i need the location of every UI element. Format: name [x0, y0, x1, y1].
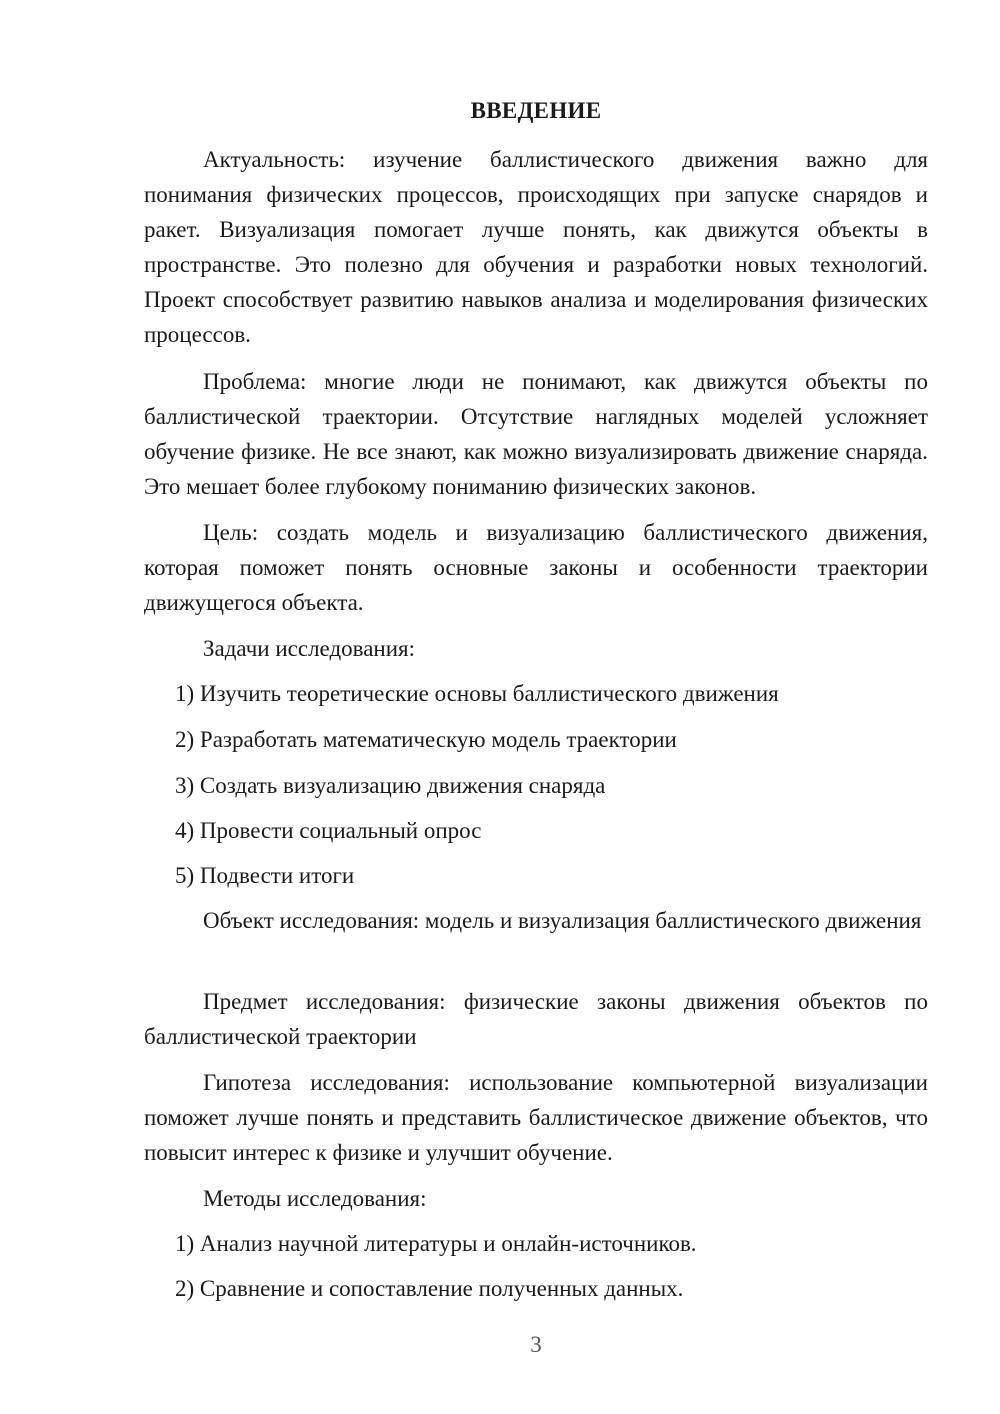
method-item: 2) Сравнение и сопоставление полученных данных.: [175, 1276, 684, 1301]
task-item: 4) Провести социальный опрос: [175, 818, 482, 843]
task-item: 3) Создать визуализацию движения снаряда: [175, 773, 606, 798]
task-item: 2) Разработать математическую модель траектории: [175, 727, 677, 752]
tasks-title: Задачи исследования:: [203, 636, 416, 661]
goal-paragraph: Цель: создать модель и визуализацию баллистического движения, которая поможет понять основные законы и особенности траектории движущегося объекта.: [144, 520, 928, 615]
task-item: 5) Подвести итоги: [175, 863, 355, 888]
methods-title: Методы исследования:: [203, 1186, 427, 1211]
subject-paragraph: Предмет исследования: физические законы движения объектов по баллистической траектории: [144, 989, 928, 1049]
method-item: 1) Анализ научной литературы и онлайн-источников.: [175, 1231, 697, 1256]
task-item: 1) Изучить теоретические основы баллистического движения: [175, 681, 779, 706]
problem-paragraph: Проблема: многие люди не понимают, как движутся объекты по баллистической траектории. Отсутствие наглядных моделей усложняет обучение физике. Не все знают, как можно визуализировать движение снаряда. Это мешает более глубокому пониманию физических законов.: [144, 369, 928, 499]
hypothesis-paragraph: Гипотеза исследования: использование компьютерной визуализации поможет лучше понять и представить баллистическое движение объектов, что повысит интерес к физике и улучшит обучение.: [144, 1070, 928, 1165]
page-number: 3: [530, 1332, 542, 1357]
object-paragraph: Объект исследования: модель и визуализация баллистического движения: [203, 908, 922, 933]
relevance-paragraph: Актуальность: изучение баллистического движения важно для понимания физических процессов, происходящих при запуске снарядов и ракет. Визуализация помогает лучше понять, как движутся объекты в пространстве. Это полезно для обучения и разработки новых технологий. Проект способствует развитию навыков анализа и моделирования физических процессов.: [144, 147, 928, 347]
section-heading: ВВЕДЕНИЕ: [470, 98, 602, 123]
